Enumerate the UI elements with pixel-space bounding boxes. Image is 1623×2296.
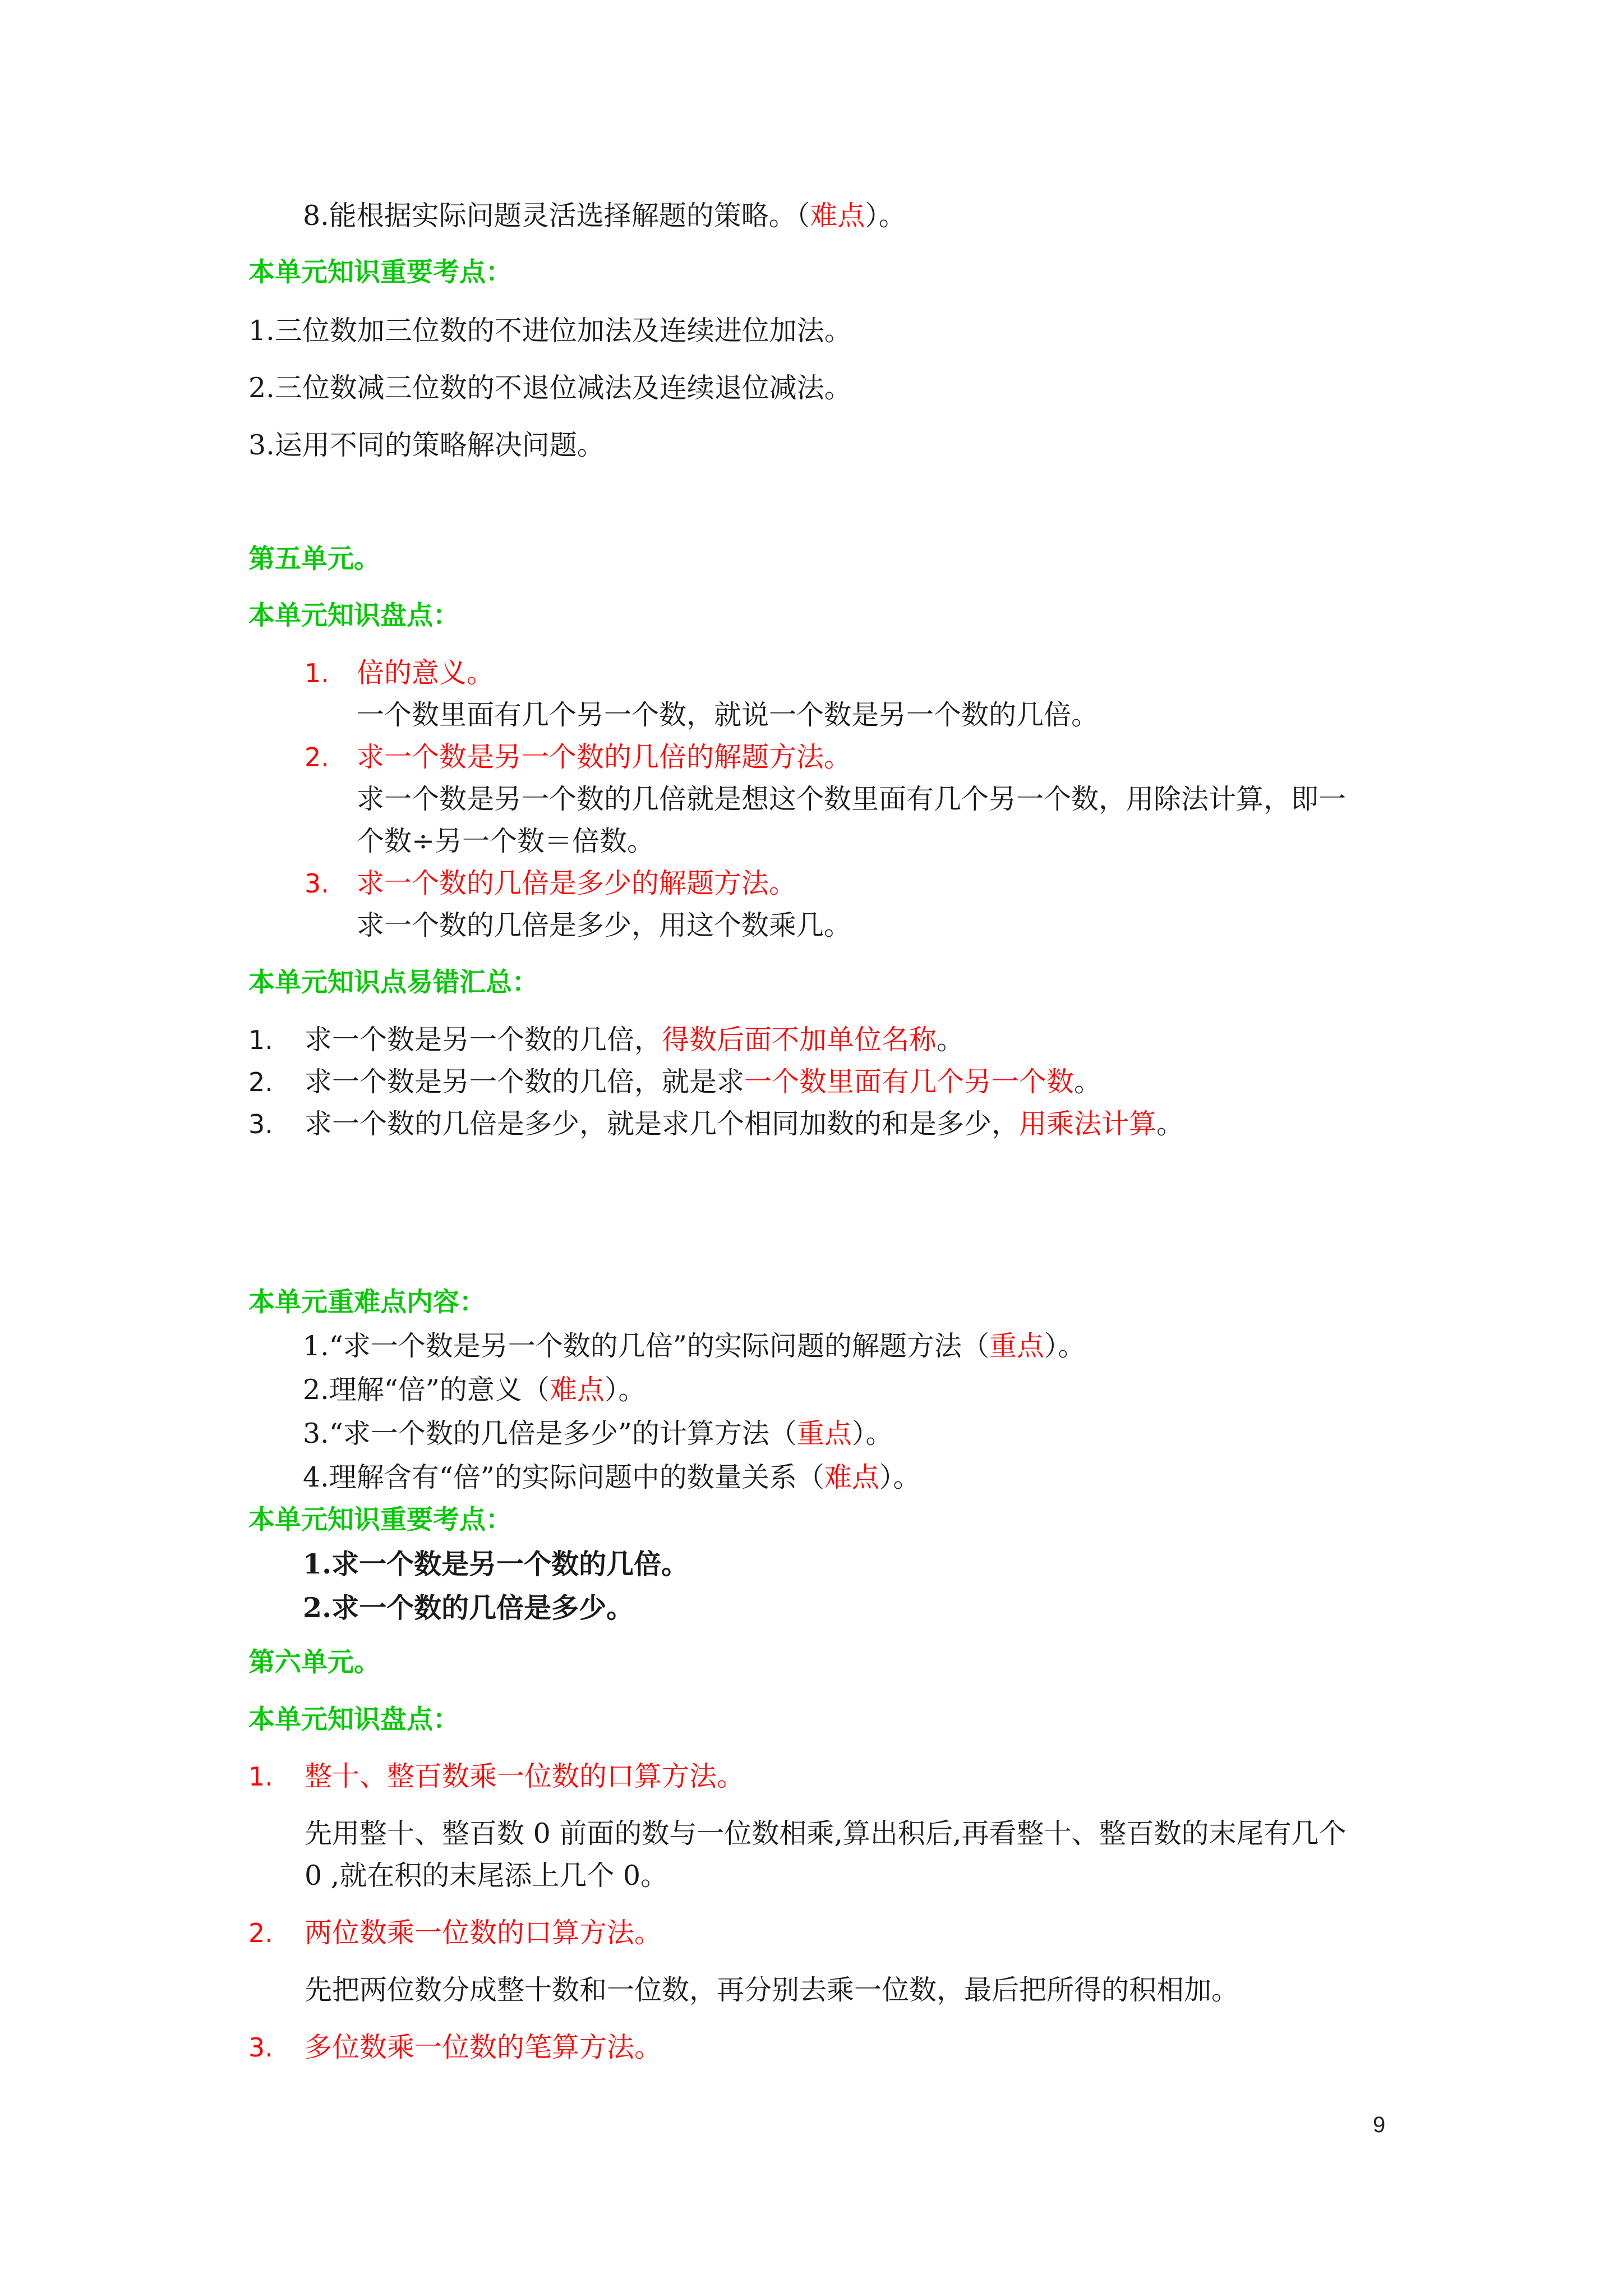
unit4-exam-point: 3.运用不同的策略解决问题。: [248, 429, 605, 461]
unit5-point-number: 1.: [305, 658, 329, 688]
unit5-title: 第五单元。: [248, 544, 380, 574]
unit4-exam-point: 2.三位数减三位数的不退位减法及连续退位减法。: [248, 372, 852, 404]
unit5-point-body: 一个数里面有几个另一个数，就说一个数是另一个数的几倍。: [357, 699, 1099, 731]
unit5-error-item: 求一个数是另一个数的几倍，就是求一个数里面有几个另一个数。: [305, 1066, 1102, 1098]
unit6-point-number: 1.: [248, 1761, 273, 1792]
unit6-point-number: 2.: [248, 1918, 273, 1948]
unit5-point-body: 个数÷另一个数＝倍数。: [357, 825, 655, 857]
unit6-point-body: 先用整十、整百数 0 前面的数与一位数相乘,算出积后,再看整十、整百数的末尾有几个: [305, 1818, 1347, 1849]
unit5-exam-heading: 本单元知识重要考点：: [248, 1504, 512, 1535]
unit5-error-number: 3.: [248, 1109, 273, 1139]
unit5-exam-point: 2.求一个数的几倍是多少。: [303, 1591, 634, 1624]
unit5-point-title: 倍的意义。: [357, 657, 495, 689]
unit5-error-item: 求一个数是另一个数的几倍，得数后面不加单位名称。: [305, 1024, 965, 1056]
unit5-error-number: 2.: [248, 1067, 273, 1097]
unit5-key-heading: 本单元重难点内容：: [248, 1287, 486, 1318]
unit6-point-title: 整十、整百数乘一位数的口算方法。: [305, 1760, 745, 1792]
unit5-summary-heading: 本单元知识盘点：: [248, 600, 459, 631]
unit5-exam-point: 1.求一个数是另一个数的几倍。: [303, 1548, 689, 1580]
unit5-point-body: 求一个数的几倍是多少，用这个数乘几。: [357, 909, 852, 941]
unit5-error-number: 1.: [248, 1025, 273, 1055]
unit4-item-8: 8.能根据实际问题灵活选择解题的策略。（难点）。: [303, 200, 906, 232]
unit5-point-number: 3.: [305, 868, 329, 899]
unit5-errors-heading: 本单元知识点易错汇总：: [248, 967, 538, 998]
unit6-title: 第六单元。: [248, 1647, 380, 1678]
unit5-key-point: 1.“求一个数是另一个数的几倍”的实际问题的解题方法（重点）。: [303, 1330, 1086, 1362]
page-number: 9: [1373, 2113, 1386, 2137]
unit6-point-title: 多位数乘一位数的笔算方法。: [305, 2031, 662, 2063]
unit5-error-item: 求一个数的几倍是多少，就是求几个相同加数的和是多少，用乘法计算。: [305, 1108, 1184, 1140]
unit5-key-point: 4.理解含有“倍”的实际问题中的数量关系（难点）。: [303, 1461, 921, 1493]
unit5-key-point: 2.理解“倍”的意义（难点）。: [303, 1374, 646, 1406]
unit5-key-point: 3.“求一个数的几倍是多少”的计算方法（重点）。: [303, 1418, 893, 1450]
unit5-point-number: 2.: [305, 742, 329, 772]
unit6-point-title: 两位数乘一位数的口算方法。: [305, 1917, 662, 1949]
unit6-summary-heading: 本单元知识盘点：: [248, 1704, 459, 1735]
unit6-point-body: 先把两位数分成整十数和一位数，再分别去乘一位数，最后把所得的积相加。: [305, 1974, 1239, 2006]
unit6-point-number: 3.: [248, 2032, 273, 2063]
unit4-exam-point: 1.三位数加三位数的不进位加法及连续进位加法。: [248, 315, 852, 347]
unit5-point-body: 求一个数是另一个数的几倍就是想这个数里面有几个另一个数，用除法计算，即一: [357, 783, 1347, 815]
unit4-exam-heading: 本单元知识重要考点：: [248, 257, 512, 288]
unit6-point-body: 0 ,就在积的末尾添上几个 0。: [305, 1860, 668, 1892]
unit5-point-title: 求一个数是另一个数的几倍的解题方法。: [357, 741, 852, 773]
unit5-point-title: 求一个数的几倍是多少的解题方法。: [357, 867, 797, 899]
